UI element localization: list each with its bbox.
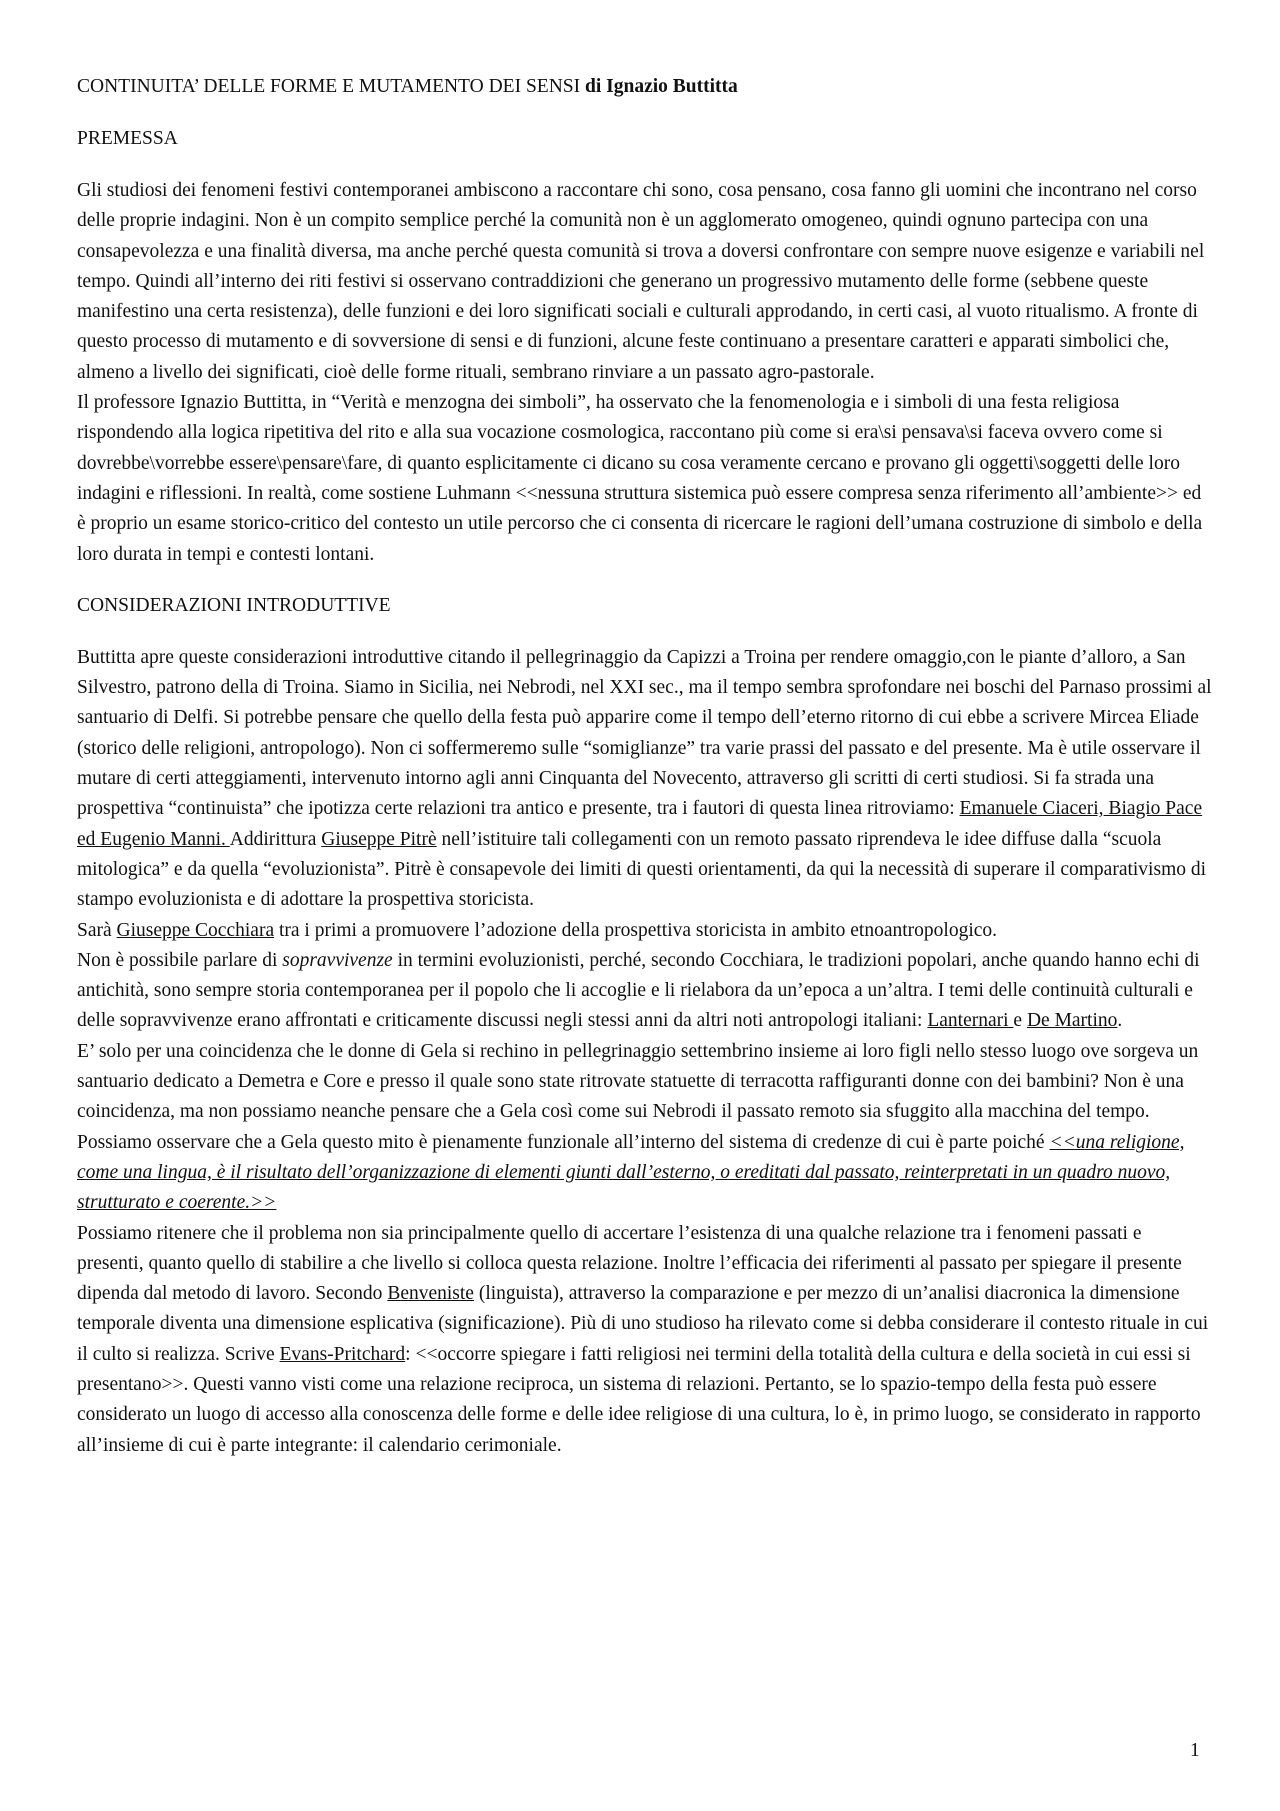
text-run: in termini evoluzionisti, perché, secondo Cocchiara, le tradizioni popolari, anche quando hanno echi di antichità, sono sempre storia contemporanea per il popolo che li accoglie e li rielabora da un’epoca a un’altra. I temi delle continuità culturali e delle sopravvivenze erano affrontati e criticamente discussi negli stessi anni da altri noti antropologi italiani: <box>77 949 1200 1032</box>
text-run: (linguista), attraverso la comparazione e per mezzo di un’analisi diacronica la dimensione temporale diventa una dimensione esplicativa (significazione). Più di uno studioso ha rilevato come si debba considerare il contesto rituale in cui il culto si realizza. Scrive <box>77 1283 1209 1365</box>
paragraph <box>77 946 1212 1037</box>
section-heading-considerazioni: CONSIDERAZIONI INTRODUTTIVE <box>77 594 391 616</box>
paragraph: Gli studiosi dei fenomeni festivi contemporanei ambiscono a raccontare chi sono, cosa pensano, cosa fanno gli uomini che incontrano nel corso delle proprie indagini. Non è un compito semplice perché la comunità non è un agglomerato omogeneo, quindi ognuno partecipa con una consapevolezza e una finalità diversa, ma anche perché questa comunità si trova a doversi confrontare con sempre nuove esigenze e variabili nel tempo. Quindi all’interno dei riti festivi si osservano contraddizioni che generano un progressivo mutamento delle forme (sebbene queste manifestino una certa resistenza), delle funzioni e dei loro significati sociali e culturali approdando, in certi casi, al vuoto ritualismo. A fronte di questo processo di mutamento e di sovversione di sensi e di funzioni, alcune feste continuano a presentare caratteri e apparati simbolici che, almeno a livello dei significati, cioè delle forme rituali, sembrano rinviare a un passato agro-pastorale. <box>77 180 1205 383</box>
spacer <box>77 570 1212 591</box>
text-run: . <box>1117 1010 1123 1032</box>
section-heading-premessa: PREMESSA <box>77 128 178 149</box>
text-run: : <<occorre spiegare i fatti religiosi nei termini della totalità della cultura e della società in cui essi si presentano>>. Questi vanno visti come una relazione reciproca, un sistema di relazioni. Pertanto, se lo spazio-tempo della festa può essere considerato un luogo di accesso alla conoscenza delle forme e delle idee religiose di una cultura, lo è, in primo luogo, se considerato in rapporto all’insieme di cui è parte integrante: il calendario cerimoniale. <box>77 1343 1201 1456</box>
author-link-pitre[interactable]: Giuseppe Pitrè <box>321 828 437 850</box>
author-link-benveniste[interactable]: Benveniste <box>387 1283 474 1305</box>
paragraph: Il professore Ignazio Buttitta, in “Verità e menzogna dei simboli”, ha osservato che la fenomenologia e i simboli di una festa religiosa rispondendo alla logica ripetitiva del rito e alla sua vocazione cosmologica, raccontano più come si era\si pensava\si faceva ovvero come si dovrebbe\vorrebbe essere\pensare\fare, di quanto esplicitamente ci dicano su cosa veramente cercano e provano gli oggetti\soggetti delle loro indagini e riflessioni. In realtà, come sostiene Luhmann <<nessuna struttura sistemica può essere compresa senza riferimento all’ambiente>> ed è proprio un esame storico-critico del contesto un utile percorso che ci consenta di ricercare le ragioni dell’umana costruzione di simbolo e della loro durata in tempi e contesti lontani. <box>77 392 1203 565</box>
text-run: Sarà <box>77 919 117 941</box>
italic-term: sopravvivenze <box>282 949 393 971</box>
author-link-cocchiara[interactable]: Giuseppe Cocchiara <box>116 919 275 941</box>
paragraph <box>77 643 1212 916</box>
author-link-ciaceri-pace-manni[interactable]: Emanuele Ciaceri, Biagio Pace ed Eugenio Manni. <box>77 798 1203 850</box>
text-run: tra i primi a promuovere l’adozione della prospettiva storicista in ambito etnoantropologico. <box>274 919 998 941</box>
document-body <box>77 72 1212 1461</box>
document-title <box>77 72 1212 102</box>
author-link-evans-pritchard[interactable]: Evans-Pritchard <box>279 1343 406 1365</box>
quote-underlined: <<una religione, come una lingua, è il risultato dell’organizzazione di elementi giunti dall’esterno, o ereditati dal passato, reinterpretati in un quadro nuovo, strutturato e coerente.>> <box>77 1131 1185 1214</box>
author-link-de-martino[interactable]: De Martino <box>1026 1010 1118 1032</box>
paragraph <box>77 1219 1212 1461</box>
author-link-lanternari[interactable]: Lanternari <box>927 1010 1014 1032</box>
page-number: 1 <box>1190 1740 1200 1761</box>
text-run: Buttitta apre queste considerazioni introduttive citando il pellegrinaggio da Capizzi a Troina per rendere omaggio,con le piante d’alloro, a San Silvestro, patrono della di Troina. Siamo in Sicilia, nei Nebrodi, nel XXI sec., ma il tempo sembra sprofondare nei boschi del Parnaso prossimi al santuario di Delfi. Si potrebbe pensare che quello della festa può apparire come il tempo dell’eterno ritorno di cui ebbe a scrivere Mircea Eliade (storico delle religioni, antropologo). Non ci soffermeremo sulle “somiglianze” tra varie prassi del passato e del presente. Ma è utile osservare il mutare di certi atteggiamenti, intervenuto intorno agli anni Cinquanta del Novecento, attraverso gli scritti di certi studiosi. Si fa strada una prospettiva “continuista” che ipotizza certe relazioni tra antico e presente, tra i fautori di questa linea ritroviamo: <box>77 646 1212 820</box>
text-run: e <box>1013 1010 1027 1032</box>
title-author: di Ignazio Buttitta <box>585 76 738 97</box>
title-main: CONTINUITA’ DELLE FORME E MUTAMENTO DEI SENSI <box>77 76 585 97</box>
paragraph <box>77 1037 1212 1219</box>
text-run: Non è possibile parlare di <box>77 949 283 971</box>
text-run: Addirittura <box>229 828 322 850</box>
text-run: E’ solo per una coincidenza che le donne di Gela si rechino in pellegrinaggio settembrino insieme ai loro figli nello stesso luogo ove sorgeva un santuario dedicato a Demetra e Core e presso il quale sono state ritrovate statuette di terracotta raffiguranti donne con dei bambini? Non è una coincidenza, ma non possiamo neanche pensare che a Gela così come sui Nebrodi il passato remoto sia sfuggito alla macchina del tempo. Possiamo osservare che a Gela questo mito è pienamente funzionale all’interno del sistema di credenze di cui è parte poiché <box>77 1040 1199 1153</box>
text-run: Possiamo ritenere che il problema non sia principalmente quello di accertare l’esistenza di una qualche relazione tra i fenomeni passati e presenti, quanto quello di stabilire a che livello si colloca questa relazione. Inoltre l’efficacia dei riferimenti al passato per spiegare il presente dipenda dal metodo di lavoro. Secondo <box>77 1222 1182 1305</box>
text-run: nell’istituire tali collegamenti con un remoto passato riprendeva le idee diffuse dalla “scuola mitologica” e da quella “evoluzionista”. Pitrè è consapevole dei limiti di questi orientamenti, da qui la necessità di superare il comparativismo di stampo evoluzionista e di adottare la prospettiva storicista. <box>77 828 1207 911</box>
paragraph <box>77 916 1212 946</box>
